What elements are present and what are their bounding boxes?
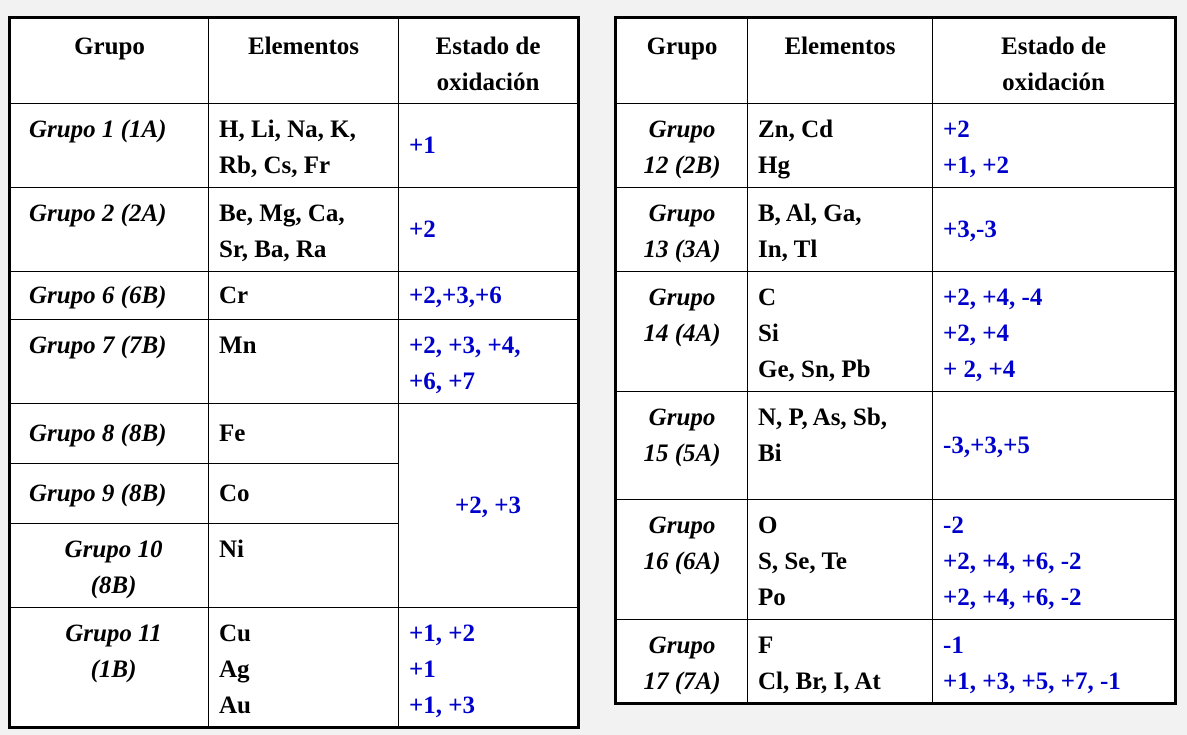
header-elementos: Elementos (748, 18, 933, 104)
header-estado: Estado de oxidación (399, 18, 579, 104)
estado-cell: -2 +2, +4, +6, -2 +2, +4, +6, -2 (933, 500, 1176, 620)
estado-cell: +1, +2 +1 +1, +3 (399, 608, 579, 728)
estado-cell: +2 +1, +2 (933, 104, 1176, 188)
estado-cell: -3,+3,+5 (933, 392, 1176, 500)
table-row (616, 500, 1176, 620)
table-row (10, 272, 579, 320)
grupo-cell: Grupo 9 (8B) (10, 464, 209, 524)
elementos-cell: Fe (209, 404, 399, 464)
header-elementos: Elementos (209, 18, 399, 104)
table-row (616, 188, 1176, 272)
table-row (10, 320, 579, 404)
grupo-cell: Grupo 2 (2A) (10, 188, 209, 272)
grupo-cell: Grupo 7 (7B) (10, 320, 209, 404)
estado-cell: +2 (399, 188, 579, 272)
table-row (616, 392, 1176, 500)
grupo-cell: Grupo 17 (7A) (616, 620, 748, 704)
header-grupo: Grupo (10, 18, 209, 104)
elementos-cell: Cr (209, 272, 399, 320)
grupo-cell: Grupo 13 (3A) (616, 188, 748, 272)
elementos-cell: F Cl, Br, I, At (748, 620, 933, 704)
elementos-cell: Ni (209, 524, 399, 608)
grupo-cell: Grupo 8 (8B) (10, 404, 209, 464)
elementos-cell: B, Al, Ga, In, Tl (748, 188, 933, 272)
grupo-cell: Grupo 16 (6A) (616, 500, 748, 620)
elementos-cell: Be, Mg, Ca, Sr, Ba, Ra (209, 188, 399, 272)
grupo-cell: Grupo 14 (4A) (616, 272, 748, 392)
table-row (10, 608, 579, 728)
estado-cell-merged: +2, +3 (399, 404, 579, 608)
elementos-cell: C Si Ge, Sn, Pb (748, 272, 933, 392)
grupo-cell: Grupo 6 (6B) (10, 272, 209, 320)
table-row (10, 404, 579, 464)
header-row (616, 18, 1176, 104)
elementos-cell: Cu Ag Au (209, 608, 399, 728)
estado-cell: +2, +4, -4 +2, +4 + 2, +4 (933, 272, 1176, 392)
grupo-cell: Grupo 1 (1A) (10, 104, 209, 188)
elementos-cell: O S, Se, Te Po (748, 500, 933, 620)
estado-cell: -1 +1, +3, +5, +7, -1 (933, 620, 1176, 704)
grupo-cell: Grupo 12 (2B) (616, 104, 748, 188)
grupo-cell: Grupo 10 (8B) (10, 524, 209, 608)
estado-cell: +2, +3, +4, +6, +7 (399, 320, 579, 404)
table-row (616, 104, 1176, 188)
table-row (616, 272, 1176, 392)
elementos-cell: Zn, Cd Hg (748, 104, 933, 188)
header-row (10, 18, 579, 104)
grupo-cell: Grupo 15 (5A) (616, 392, 748, 500)
table-row (616, 620, 1176, 704)
table-row (10, 188, 579, 272)
elementos-cell: Co (209, 464, 399, 524)
header-estado: Estado de oxidación (933, 18, 1176, 104)
elementos-cell: N, P, As, Sb, Bi (748, 392, 933, 500)
table-row (10, 104, 579, 188)
estado-cell: +1 (399, 104, 579, 188)
elementos-cell: H, Li, Na, K, Rb, Cs, Fr (209, 104, 399, 188)
estado-cell: +2,+3,+6 (399, 272, 579, 320)
estado-cell: +3,-3 (933, 188, 1176, 272)
grupo-cell: Grupo 11 (1B) (10, 608, 209, 728)
header-grupo: Grupo (616, 18, 748, 104)
left-oxidation-table (8, 16, 580, 729)
elementos-cell: Mn (209, 320, 399, 404)
right-oxidation-table (614, 16, 1177, 705)
